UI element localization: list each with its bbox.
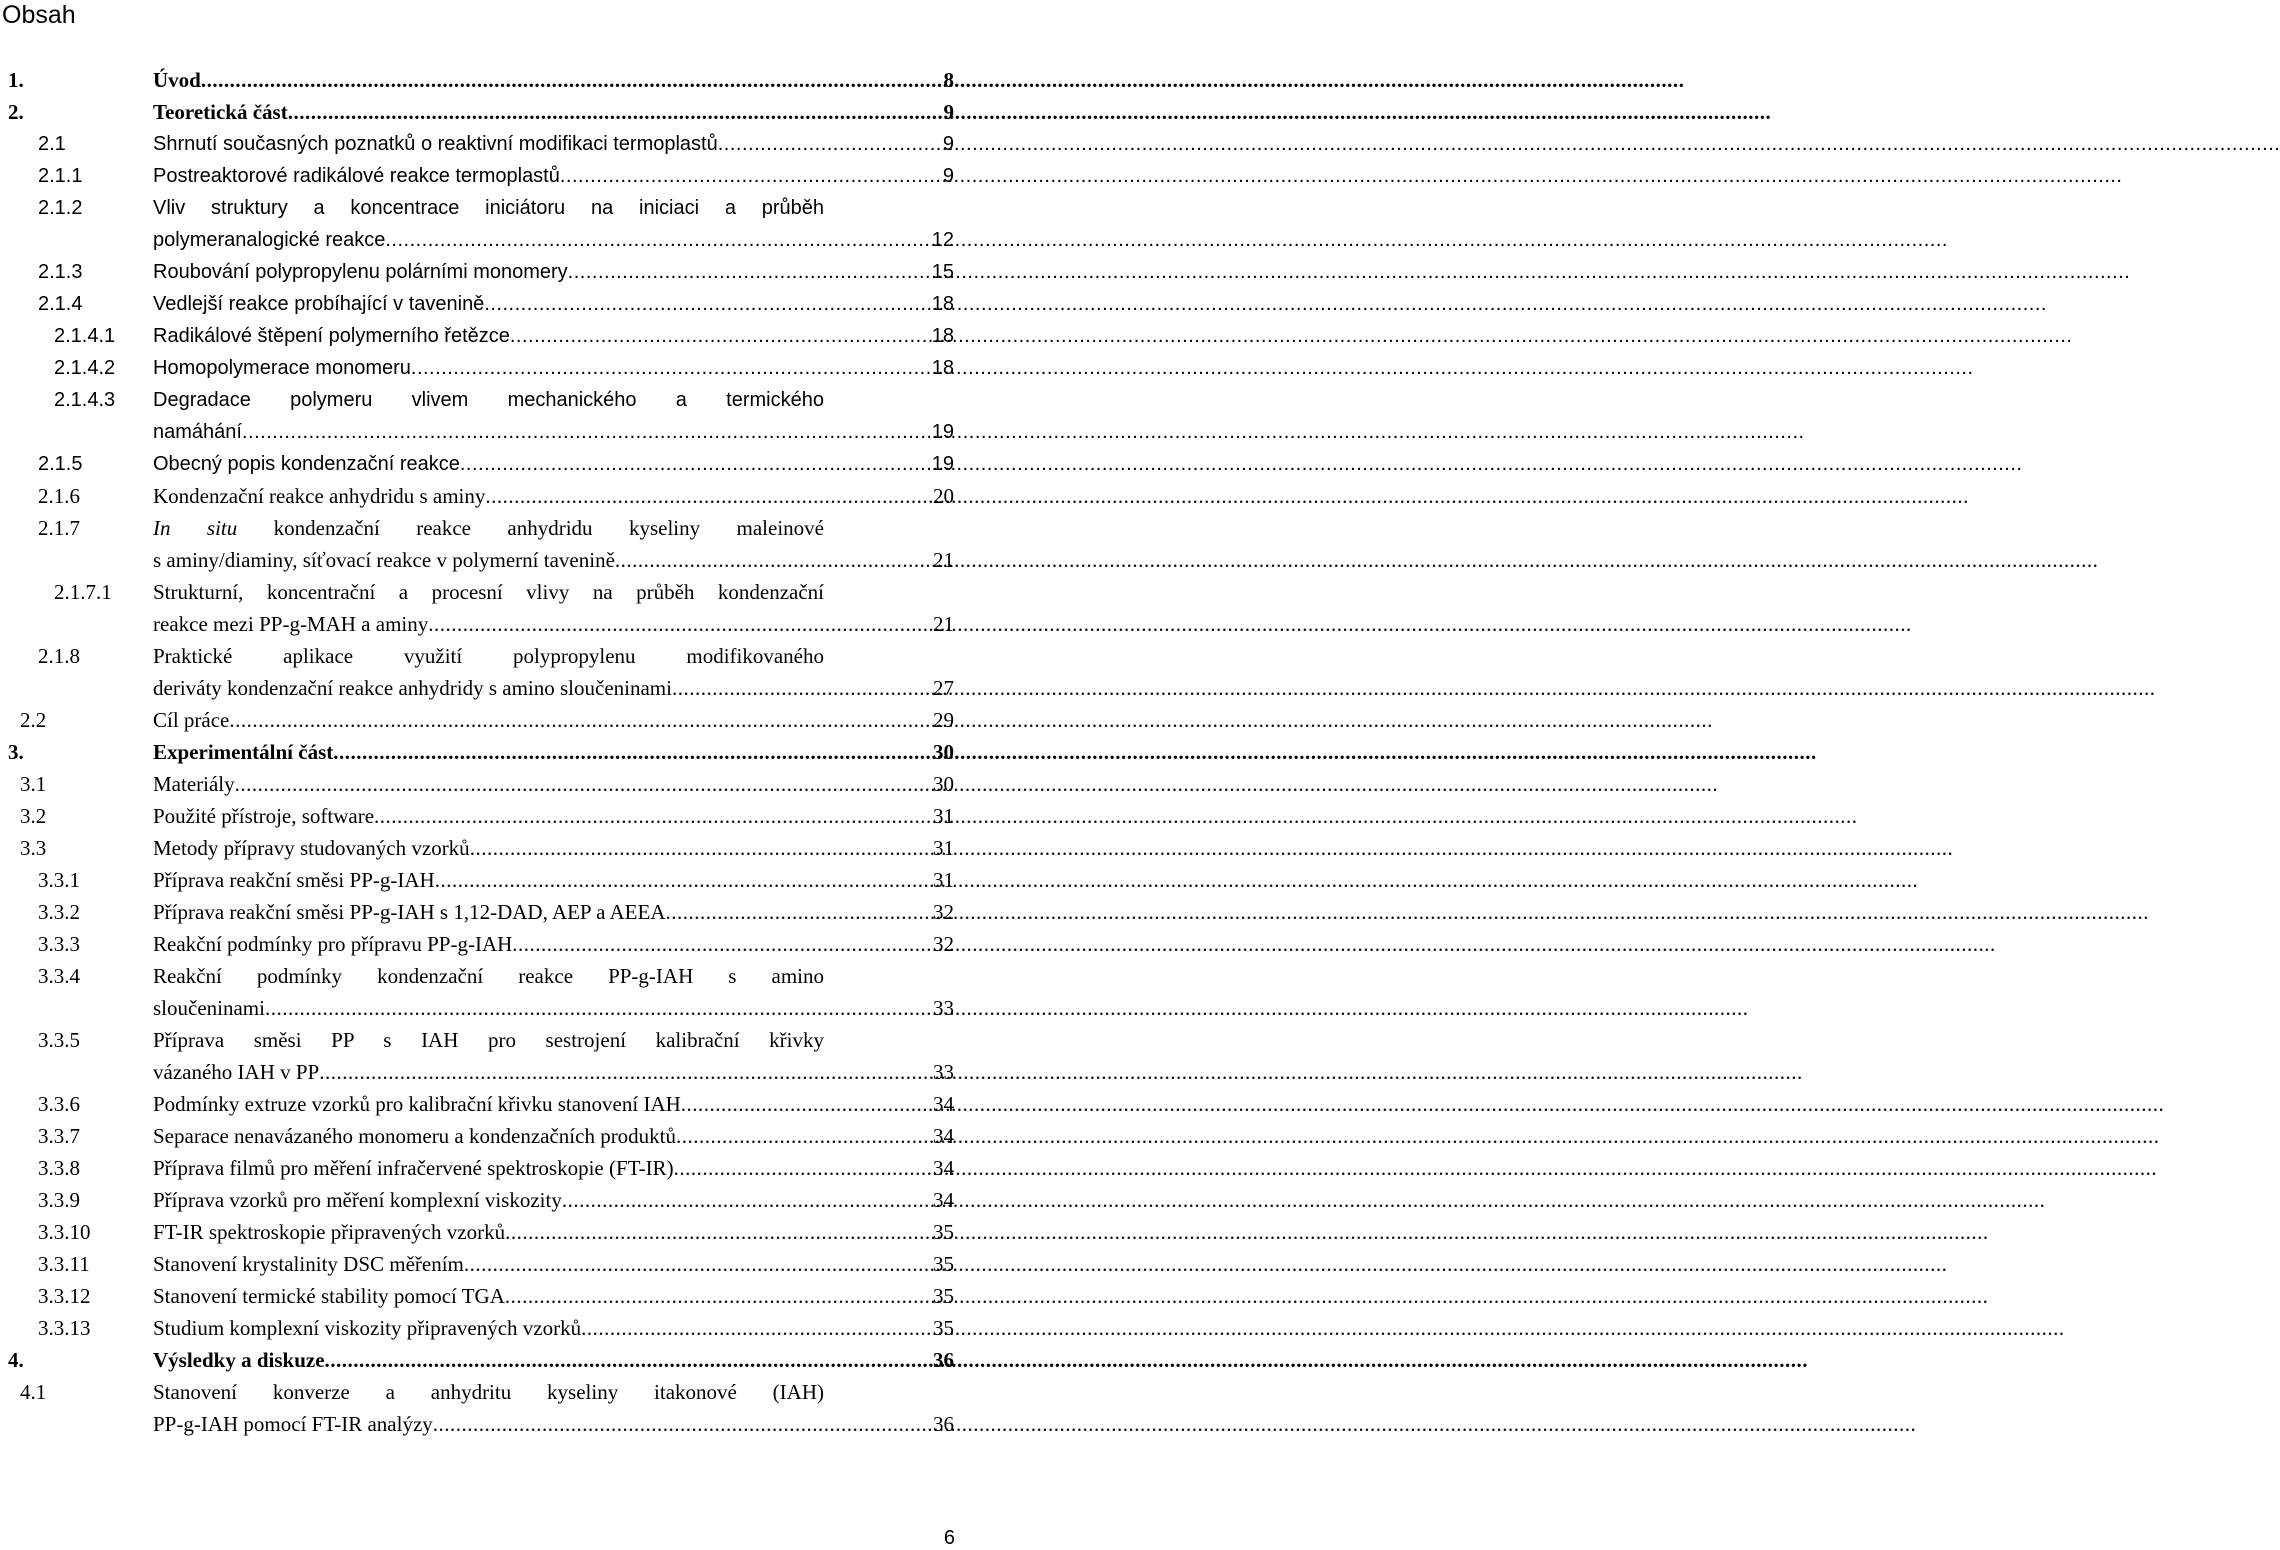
toc-entry-number: 3.3.5 (38, 1028, 80, 1052)
toc-entry[interactable] (0, 640, 960, 704)
toc-entry[interactable] (0, 320, 960, 352)
dot-leader (681, 1088, 931, 1120)
toc-entry-page: 15 (931, 261, 954, 283)
toc-entry-page: 18 (931, 357, 954, 379)
toc-entry-title: Reakční podmínky pro přípravu PP-g-IAH (153, 932, 513, 956)
dot-leader (235, 768, 931, 800)
toc-entry-page: 32 (933, 900, 954, 924)
dot-leader (229, 704, 931, 736)
toc-entry-number: 2. (8, 100, 24, 124)
toc-entry-title: reakce mezi PP-g-MAH a aminy (153, 612, 429, 636)
toc-entry-number: 3.3.7 (38, 1124, 80, 1148)
toc-entry[interactable] (0, 1088, 960, 1120)
toc-entry-number: 3.3 (20, 836, 47, 860)
toc-entry-title: Vedlejší reakce probíhající v tavenině (153, 293, 485, 315)
dot-leader (485, 480, 931, 512)
toc-entry[interactable] (0, 96, 960, 128)
toc-entry-title: Separace nenavázaného monomeru a kondenzačních produktů (153, 1124, 677, 1148)
toc-entry-number: 3.2 (20, 804, 47, 828)
toc-entry-number: 2.1.1 (38, 165, 83, 187)
toc-entry-title: Úvod (153, 68, 201, 92)
toc-entry[interactable] (0, 1120, 960, 1152)
toc-entry-page: 9 (942, 133, 954, 155)
dot-leader (718, 128, 941, 160)
toc-entry-number: 3.3.9 (38, 1188, 80, 1212)
toc-entry-title: PP-g-IAH pomocí FT-IR analýzy (153, 1412, 433, 1436)
toc-entry-page: 31 (933, 836, 954, 860)
toc-entry[interactable] (0, 832, 960, 864)
toc-entry-number: 3.3.1 (38, 868, 80, 892)
toc-entry-number: 2.1.4.3 (54, 389, 116, 411)
toc-entry-page: 36 (933, 1348, 954, 1372)
toc-entry-title: Teoretická část (153, 100, 288, 124)
toc-entry-title: Studium komplexní viskozity připravených vzorků (153, 1316, 582, 1340)
dot-leader (672, 672, 931, 704)
toc-entry-title: Příprava filmů pro měření infračervené spektroskopie (FT-IR) (153, 1156, 674, 1180)
toc-entry[interactable] (0, 1376, 960, 1440)
dot-leader (512, 928, 931, 960)
toc-entry[interactable] (0, 192, 960, 256)
toc-entry-page: 27 (933, 676, 954, 700)
toc-entry-number: 2.1.4 (38, 293, 83, 315)
dot-leader (562, 1184, 931, 1216)
toc-entry-title: Radikálové štěpení polymerního řetězce (153, 325, 510, 347)
toc-entry-page: 36 (933, 1412, 954, 1436)
toc-entry[interactable] (0, 512, 960, 576)
toc-entry[interactable] (0, 736, 960, 768)
toc-entry-number: 2.1.8 (38, 644, 80, 668)
dot-leader (615, 544, 931, 576)
toc-entry-page: 8 (943, 68, 954, 92)
toc-entry[interactable] (0, 256, 960, 288)
toc-entry-title: Příprava vzorků pro měření komplexní viskozity (153, 1188, 562, 1212)
toc-entry[interactable] (0, 384, 960, 448)
toc-entry-number: 2.1.3 (38, 261, 83, 283)
dot-leader (265, 992, 931, 1024)
toc-entry-title: Praktické aplikace využití polypropylenu modifikovaného (153, 644, 824, 668)
dot-leader (288, 96, 942, 128)
dot-leader (333, 736, 931, 768)
page-number: 6 (943, 1527, 955, 1549)
toc-entry-page: 20 (933, 484, 954, 508)
toc-entry-number: 3.3.10 (38, 1220, 91, 1244)
toc-entry-title: polymeranalogické reakce (153, 229, 386, 251)
dot-leader (484, 288, 929, 320)
toc-entry-title: Podmínky extruze vzorků pro kalibrační křivku stanovení IAH (153, 1092, 681, 1116)
toc-entry-title: Reakční podmínky kondenzační reakce PP-g-IAH s amino (153, 964, 824, 988)
dot-leader (242, 416, 930, 448)
toc-entry-title: Příprava směsi PP s IAH pro sestrojení kalibrační křivky (153, 1028, 824, 1052)
toc-entry-page: 31 (933, 868, 954, 892)
toc-entry-number: 2.2 (20, 708, 47, 732)
toc-entry-number: 3. (8, 740, 24, 764)
toc-entry-title: In situ kondenzační reakce anhydridu kyseliny maleinové (153, 516, 824, 540)
toc-entry[interactable] (0, 1248, 960, 1280)
toc-entry-title: Stanovení krystalinity DSC měřením (153, 1252, 464, 1276)
toc-entry-page: 35 (933, 1284, 954, 1308)
dot-leader (460, 448, 930, 480)
dot-leader (411, 352, 930, 384)
dot-leader (510, 320, 930, 352)
toc-entry-title: Vliv struktury a koncentrace iniciátoru na iniciaci a průběh (153, 197, 824, 219)
toc-entry[interactable] (0, 352, 960, 384)
dot-leader (505, 1280, 931, 1312)
toc-entry-number: 3.3.3 (38, 932, 80, 956)
toc-entry[interactable] (0, 864, 960, 896)
dot-leader (433, 1408, 931, 1440)
toc-entry-title: Použité přístroje, software (153, 804, 375, 828)
toc-entry-page: 34 (933, 1092, 954, 1116)
toc-entry-page: 33 (933, 1060, 954, 1084)
toc-entry[interactable] (0, 1152, 960, 1184)
toc-entry-page: 29 (933, 708, 954, 732)
dot-leader (319, 1056, 931, 1088)
toc-entry-title: Materiály (153, 772, 235, 796)
dot-leader (505, 1216, 931, 1248)
toc-entry-title: vázaného IAH v PP (153, 1060, 320, 1084)
toc-entry-number: 3.3.8 (38, 1156, 80, 1180)
toc-entry-number: 3.1 (20, 772, 47, 796)
toc-entry-title: deriváty kondenzační reakce anhydridy s amino sloučeninami (153, 676, 672, 700)
toc-entry-title: Příprava reakční směsi PP-g-IAH s 1,12-DAD, AEP a AEEA (153, 900, 666, 924)
dot-leader (568, 256, 930, 288)
toc-entry-number: 1. (8, 68, 24, 92)
toc-entry-page: 33 (933, 996, 954, 1020)
toc-entry-page: 18 (931, 293, 954, 315)
toc-entry-number: 4. (8, 1348, 24, 1372)
toc-entry-title: Výsledky a diskuze (153, 1348, 325, 1372)
dot-leader (374, 800, 931, 832)
toc-entry-number: 4.1 (20, 1380, 47, 1404)
toc-entry[interactable] (0, 1024, 960, 1088)
toc-entry-number: 2.1.5 (38, 453, 83, 475)
toc-entry[interactable] (0, 1216, 960, 1248)
toc-entry[interactable] (0, 1344, 960, 1376)
dot-leader (581, 1312, 931, 1344)
dot-leader (428, 608, 931, 640)
toc-entry-title: Metody přípravy studovaných vzorků (153, 836, 470, 860)
toc-entry-number: 2.1.2 (38, 197, 83, 219)
toc-entry-title: FT-IR spektroskopie připravených vzorků (153, 1220, 506, 1244)
toc-entry-page: 34 (933, 1124, 954, 1148)
document-page (0, 0, 960, 1550)
toc-entry-title: Experimentální část (153, 740, 334, 764)
toc-entry-title: Stanovení konverze a anhydritu kyseliny itakonové (IAH) (153, 1380, 824, 1404)
dot-leader (665, 896, 931, 928)
toc-entry-page: 35 (933, 1252, 954, 1276)
toc-entry[interactable] (0, 288, 960, 320)
toc-entry-number: 3.3.2 (38, 900, 80, 924)
toc-entry-title: Homopolymerace monomeru (153, 357, 411, 379)
toc-entry-number: 3.3.4 (38, 964, 80, 988)
toc-entry-number: 2.1.7.1 (54, 580, 112, 604)
dot-leader (435, 864, 931, 896)
toc-entry[interactable] (0, 576, 960, 640)
toc-entry-title: Roubování polypropylenu polárními monomery (153, 261, 568, 283)
toc-entry-number: 3.3.11 (38, 1252, 90, 1276)
dot-leader (674, 1152, 931, 1184)
toc-entry-page: 35 (933, 1316, 954, 1340)
toc-entry-number: 3.3.12 (38, 1284, 91, 1308)
toc-entry[interactable] (0, 960, 960, 1024)
toc-entry-page: 12 (931, 229, 954, 251)
toc-entry-page: 9 (942, 165, 954, 187)
toc-entry-page: 30 (933, 740, 954, 764)
toc-entry-title: Obecný popis kondenzační reakce (153, 453, 460, 475)
dot-leader (464, 1248, 931, 1280)
toc-entry-title: Shrnutí současných poznatků o reaktivní modifikaci termoplastů (153, 133, 718, 155)
toc-entry-title: sloučeninami (153, 996, 265, 1020)
toc-entry-number: 2.1.4.1 (54, 325, 116, 347)
dot-leader (470, 832, 931, 864)
toc-entry-page: 19 (931, 453, 954, 475)
toc-entry-page: 19 (931, 421, 954, 443)
toc-entry-title: Cíl práce (153, 708, 230, 732)
toc-entry[interactable] (0, 64, 960, 96)
toc-entry-number: 3.3.6 (38, 1092, 80, 1116)
toc-entry-number: 3.3.13 (38, 1316, 91, 1340)
toc-entry-title: s aminy/diaminy, síťovací reakce v polymerní tavenině (153, 548, 615, 572)
toc-entry-title: Stanovení termické stability pomocí TGA (153, 1284, 505, 1308)
toc-entry-page: 34 (933, 1188, 954, 1212)
toc-entry-page: 35 (933, 1220, 954, 1244)
toc-entry[interactable] (0, 768, 960, 800)
toc-entry-number: 2.1.6 (38, 484, 80, 508)
dot-leader (325, 1344, 931, 1376)
toc-entry-page: 30 (933, 772, 954, 796)
dot-leader (385, 224, 929, 256)
toc-entry-title: Kondenzační reakce anhydridu s aminy (153, 484, 486, 508)
toc-entry-page: 34 (933, 1156, 954, 1180)
page-title: Obsah (2, 1, 76, 29)
dot-leader (676, 1120, 931, 1152)
toc-entry-page: 18 (931, 325, 954, 347)
toc-entry[interactable] (0, 800, 960, 832)
table-of-contents (0, 64, 960, 1440)
toc-entry[interactable] (0, 896, 960, 928)
toc-entry-title: Příprava reakční směsi PP-g-IAH (153, 868, 435, 892)
toc-entry-title: Postreaktorové radikálové reakce termoplastů (153, 165, 560, 187)
toc-entry-page: 32 (933, 932, 954, 956)
toc-entry-page: 9 (943, 100, 954, 124)
toc-entry[interactable] (0, 704, 960, 736)
toc-entry[interactable] (0, 160, 960, 192)
toc-entry-title: Degradace polymeru vlivem mechanického a termického (153, 389, 824, 411)
toc-entry-number: 2.1 (38, 133, 66, 155)
toc-entry[interactable] (0, 480, 960, 512)
toc-entry[interactable] (0, 448, 960, 480)
toc-entry-page: 31 (933, 804, 954, 828)
dot-leader (201, 64, 942, 96)
toc-entry[interactable] (0, 1184, 960, 1216)
toc-entry[interactable] (0, 1312, 960, 1344)
toc-entry[interactable] (0, 128, 960, 160)
toc-entry[interactable] (0, 928, 960, 960)
toc-entry-number: 2.1.7 (38, 516, 80, 540)
toc-entry[interactable] (0, 1280, 960, 1312)
toc-entry-page: 21 (933, 612, 954, 636)
toc-entry-number: 2.1.4.2 (54, 357, 116, 379)
toc-entry-page: 21 (933, 548, 954, 572)
dot-leader (560, 160, 941, 192)
toc-entry-title: Strukturní, koncentrační a procesní vlivy na průběh kondenzační (153, 580, 824, 604)
toc-entry-title: namáhání (153, 421, 242, 443)
